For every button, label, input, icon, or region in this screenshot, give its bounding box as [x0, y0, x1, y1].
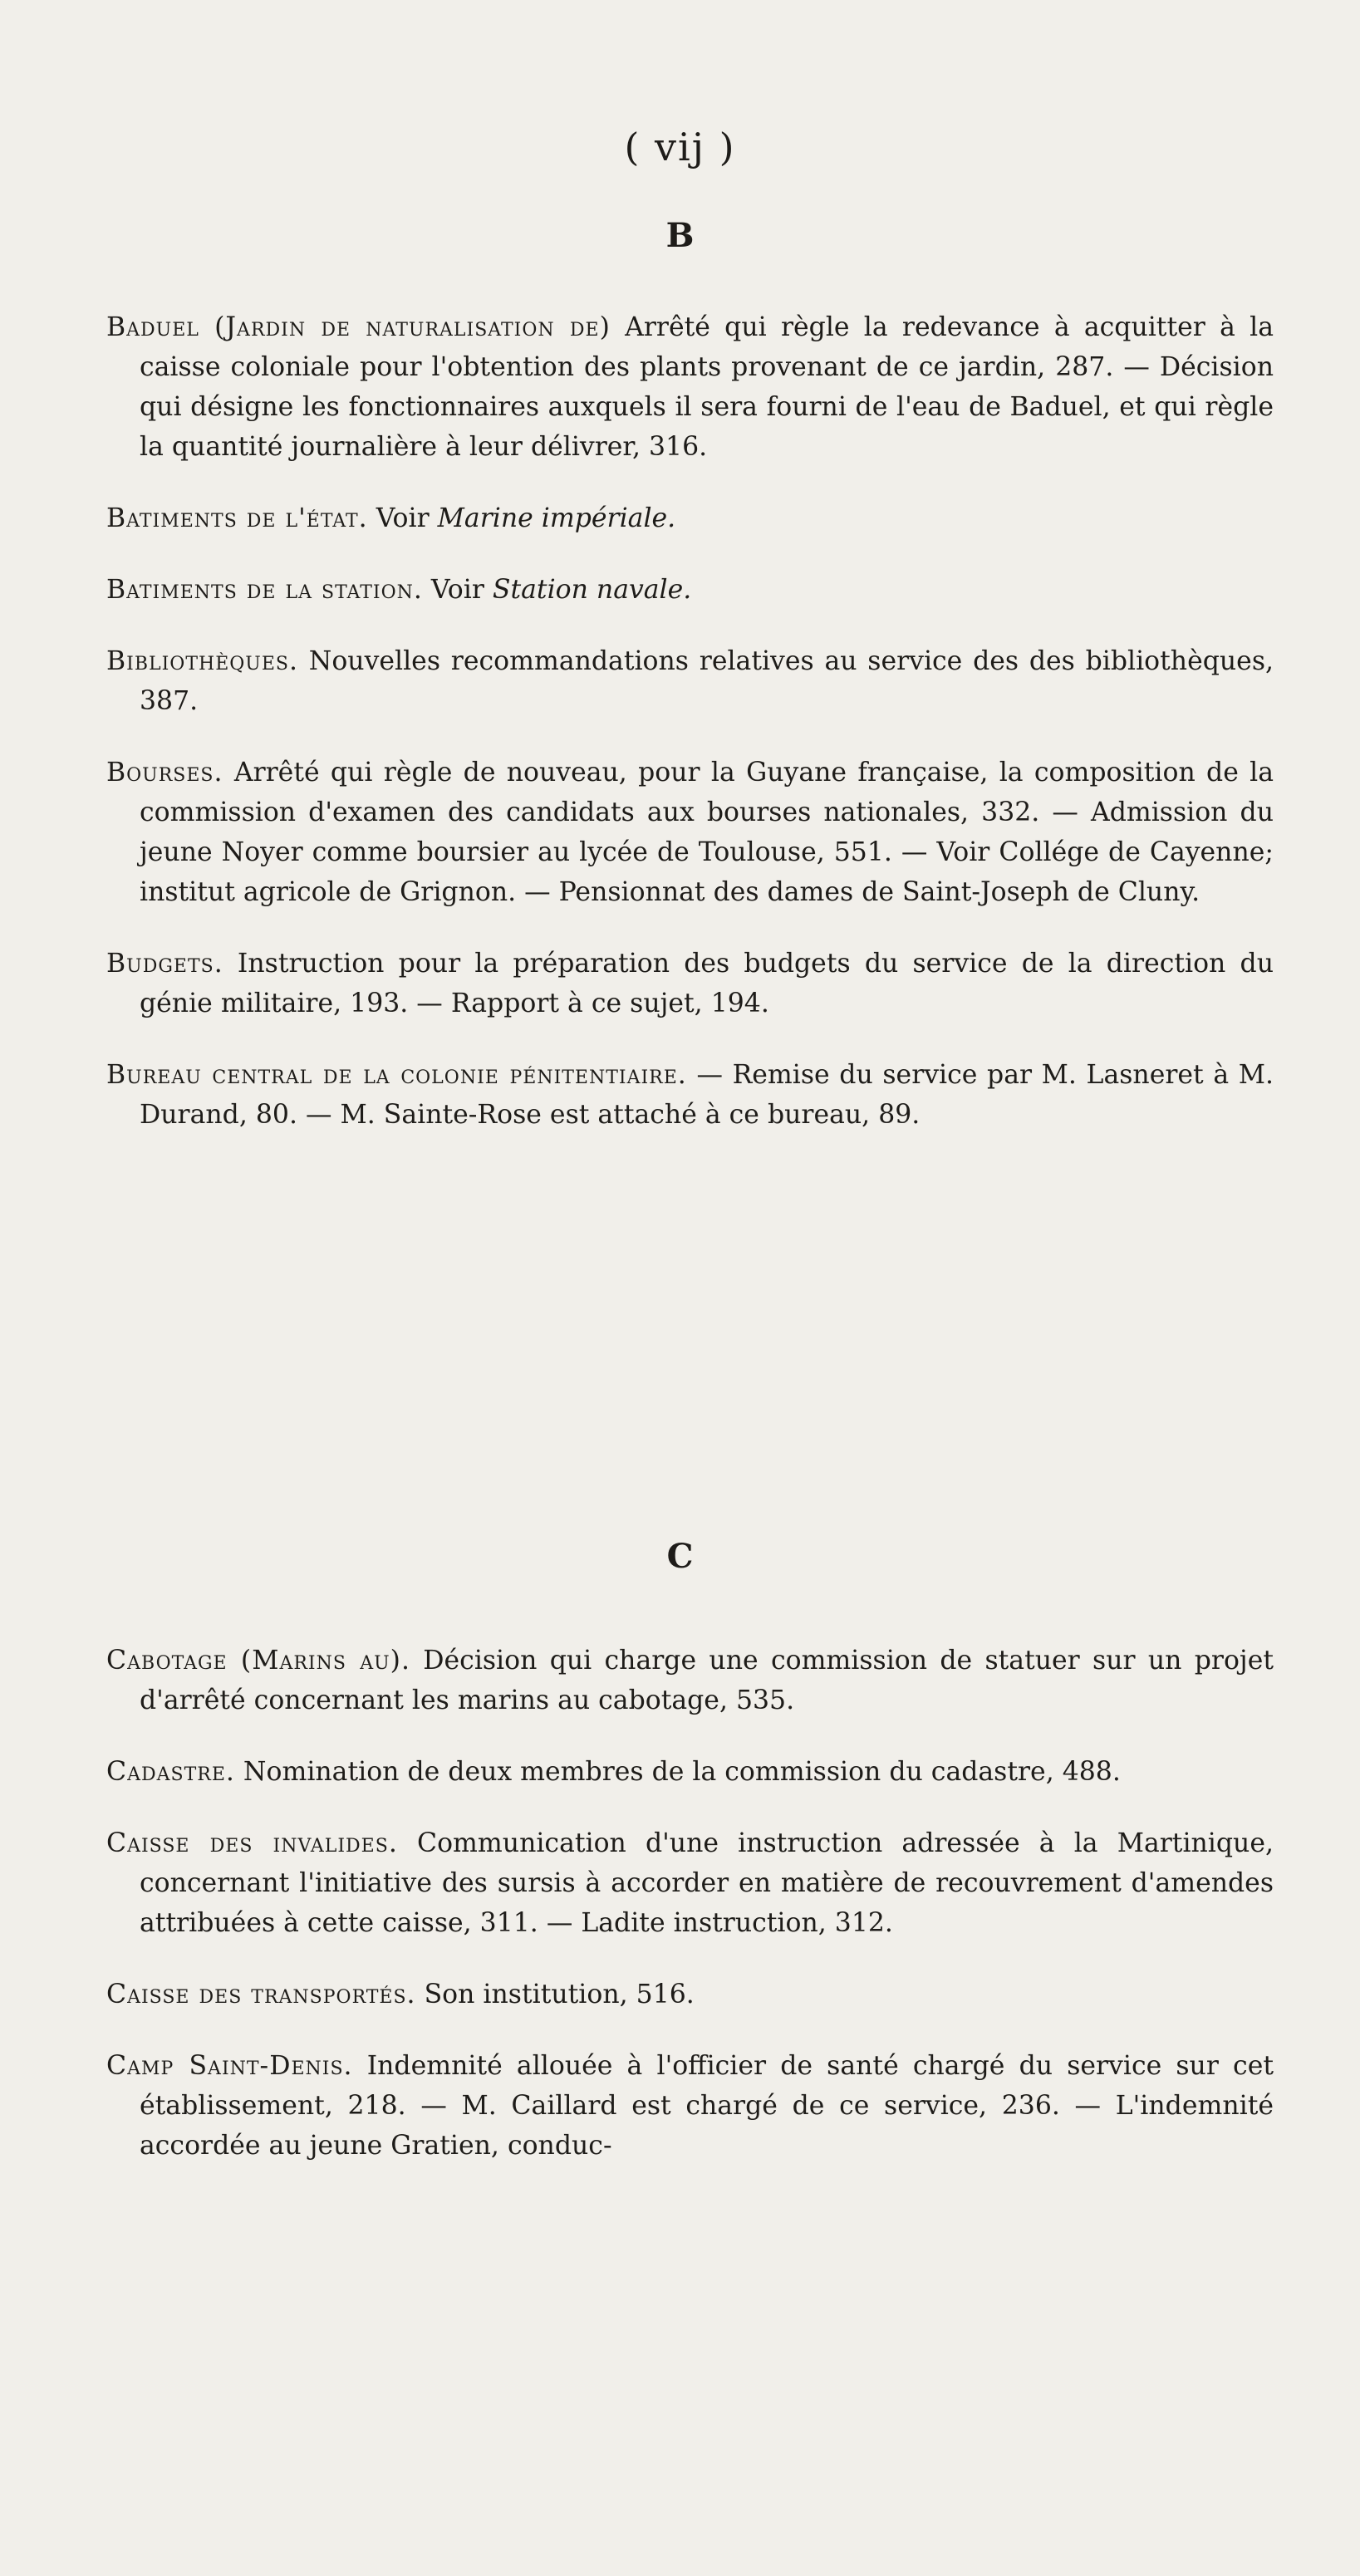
index-entry-budgets: [106, 944, 1274, 1023]
index-entry-bibliotheques: [106, 641, 1274, 721]
index-entry-caisse-transportes: [106, 1975, 1274, 2014]
entry-text: Instruction pour la préparation des budgets du service de la direction du génie militaire, 193. — Rapport à ce sujet, 194.: [140, 949, 1274, 1018]
index-entry-bourses: [106, 753, 1274, 912]
entry-text: Nomination de deux membres de la commission du cadastre, 488.: [234, 1757, 1121, 1787]
entry-heading: Camp Saint-Denis.: [106, 2051, 353, 2081]
section-letter-b: B: [665, 216, 695, 255]
index-entry-cabotage: [106, 1641, 1274, 1720]
index-entry-bureau-central: [106, 1055, 1274, 1135]
section-letter-c: C: [666, 1537, 694, 1576]
index-entry-batiments-etat: [106, 498, 1274, 538]
entry-text: Voir: [367, 503, 438, 533]
entry-heading: Caisse des invalides.: [106, 1828, 398, 1858]
entry-text: Nouvelles recommandations relatives au service des des bibliothèques, 387.: [140, 646, 1274, 716]
index-entry-camp-saint-denis: [106, 2046, 1274, 2166]
index-entry-batiments-station: [106, 570, 1274, 610]
entry-text: Décision qui charge une commission de statuer sur un projet d'arrêté concernant les marins au cabotage, 535.: [140, 1646, 1274, 1715]
entry-heading: Bibliothèques.: [106, 646, 298, 676]
section-b-entries: [106, 307, 1274, 1166]
entry-cross-reference: Station navale.: [492, 575, 692, 605]
entry-text: Voir: [422, 575, 493, 605]
entry-heading: Budgets.: [106, 949, 223, 979]
entry-heading: Baduel (Jardin de naturalisation de): [106, 312, 611, 342]
entry-heading: Batiments de l'état.: [106, 503, 368, 533]
section-c-entries: [106, 1641, 1274, 2197]
page-folio: ( vij ): [624, 125, 736, 169]
entry-heading: Caisse des transportés.: [106, 1980, 416, 2009]
entry-cross-reference: Marine impériale.: [437, 503, 676, 533]
entry-heading: Batiments de la station.: [106, 575, 423, 605]
index-entry-cadastre: [106, 1752, 1274, 1792]
entry-text: Son institution, 516.: [415, 1980, 695, 2009]
entry-text: Indemnité allouée à l'officier de santé chargé du service sur cet établissement, 218. — M. Caillard est chargé de ce service, 236. — L'indemnité accordée au jeune Gratien, conduc-: [140, 2051, 1274, 2161]
index-entry-baduel: [106, 307, 1274, 467]
entry-text: — Remise du service par M. Lasneret à M. Durand, 80. — M. Sainte-Rose est attaché à ce bureau, 89.: [140, 1060, 1274, 1130]
entry-text: Arrêté qui règle de nouveau, pour la Guyane française, la composition de la commission d'examen des candidats aux bourses nationales, 332. — Admission du jeune Noyer comme boursier au lycée de Toulouse, 551. — Voir Collége de Cayenne; institut agricole de Grignon. — Pensionnat des dames de Saint-Joseph de Cluny.: [140, 758, 1274, 907]
entry-text: Communication d'une instruction adressée à la Martinique, concernant l'initiative des sursis à accorder en matière de recouvrement d'amendes attribuées à cette caisse, 311. — Ladite instruction, 312.: [140, 1828, 1274, 1938]
entry-heading: Cabotage (Marins au).: [106, 1646, 410, 1676]
entry-text: Arrêté qui règle la redevance à acquitter à la caisse coloniale pour l'obtention des plants provenant de ce jardin, 287. — Décision qui désigne les fonctionnaires auxquels il sera fourni de l'eau de Baduel, et qui règle la quantité journalière à leur délivrer, 316.: [140, 312, 1274, 462]
entry-heading: Cadastre.: [106, 1757, 235, 1787]
entry-heading: Bureau central de la colonie pénitentiaire.: [106, 1060, 687, 1090]
entry-heading: Bourses.: [106, 758, 223, 788]
index-entry-caisse-invalides: [106, 1823, 1274, 1943]
